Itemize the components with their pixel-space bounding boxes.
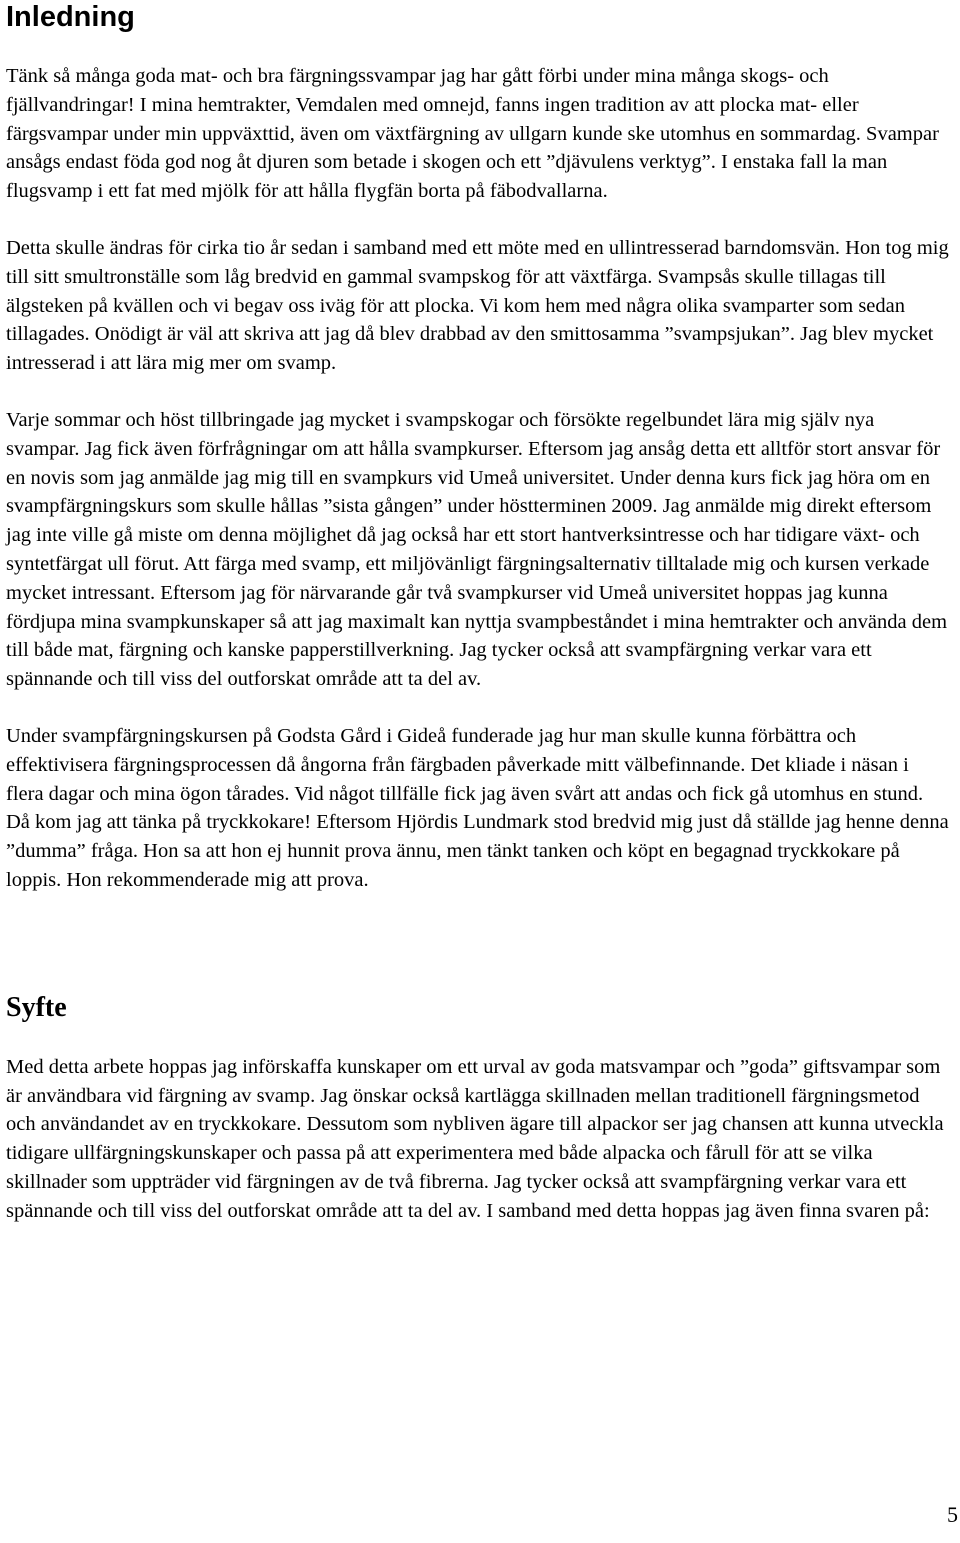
page-number: 5: [947, 1502, 958, 1527]
section-title-inledning: Inledning: [6, 1, 135, 33]
paragraph: Med detta arbete hoppas jag införskaffa kunskaper om ett urval av goda matsvampar och ”goda” giftsvampar som är användbara vid färgning av svamp. Jag önskar också kartlägga skillnaden mellan traditionell färgningsmetod och användandet av en tryckkokare. Dessutom som nybliven ägare till alpackor ser jag chansen att kunna utveckla tidigare ullfärgningskunskaper och passa på att experimentera med både alpacka och fårull för att se vilka skillnader som uppträder vid färgningen av de två fibrerna. Jag tycker också att svampfärgning verkar vara ett spännande och till viss del outforskat område att ta del av. I samband med detta hoppas jag även finna svaren på:: [6, 1055, 944, 1222]
section-title-syfte: Syfte: [6, 991, 67, 1023]
paragraph: Tänk så många goda mat- och bra färgningssvampar jag har gått förbi under mina många skogs- och fjällvandringar! I mina hemtrakter, Vemdalen med omnejd, fanns ingen tradition av att plocka mat- eller färgsvampar under min uppväxttid, även om växtfärgning av ullgarn kunde ske utomhus en sommardag. Svampar ansågs endast föda god nog åt djuren som betade i skogen och ett ”djävulens verktyg”. I enstaka fall la man flugsvamp i ett fat med mjölk för att hålla flygfän borta på fäbodvallarna.: [6, 65, 939, 203]
paragraph: Detta skulle ändras för cirka tio år sedan i samband med ett möte med en ullintresserad barndomsvän. Hon tog mig till sitt smultronställe som låg bredvid en gammal svampskog för att växtfärga. Svampsås skulle tillagas till älgsteken på kvällen och vi begav oss iväg för att plocka. Vi kom hem med några olika svamparter som sedan tillagades. Onödigt är väl att skriva att jag då blev drabbad av den smittosamma ”svampsjukan”. Jag blev mycket intresserad i att lära mig mer om svamp.: [6, 236, 949, 375]
paragraph: Varje sommar och höst tillbringade jag mycket i svampskogar och försökte regelbundet lära mig själv nya svampar. Jag fick även förfrågningar om att hålla svampkurser. Eftersom jag ansåg detta ett alltför stort ansvar för en novis som jag anmälde jag mig till en svampkurs vid Umeå universitet. Under denna kurs fick jag höra om en svampfärgningskurs som skulle hållas ”sista gången” under höstterminen 2009. Jag anmälde mig direkt eftersom jag inte ville gå miste om denna möjlighet då jag också har ett stort hantverksintresse och har tidigare växt- och syntetfärgat ull förut. Att färga med svamp, ett miljövänligt färgningsalternativ tilltalade mig och kursen verkade mycket intressant. Eftersom jag för närvarande går två svampkurser vid Umeå universitet hoppas jag kunna fördjupa mina svampkunskaper så att jag maximalt kan nyttja svampbeståndet i mina hemtrakter och använda dem till både mat, färgning och kanske papperstillverkning. Jag tycker också att svampfärgning verkar vara ett spännande och till viss del outforskat område att ta del av.: [6, 408, 948, 691]
document-page: [6, 0, 950, 1226]
paragraph: Under svampfärgningskursen på Godsta Gård i Gideå funderade jag hur man skulle kunna förbättra och effektivisera färgningsprocessen då ångorna från färgbaden påverkade mitt välbefinnande. Det kliade i näsan i flera dagar och mina ögon tårades. Vid något tillfälle fick jag även svårt att andas och fick gå utomhus en stund. Då kom jag att tänka på tryckkokare! Eftersom Hjördis Lundmark stod bredvid mig just då ställde jag henne denna ”dumma” fråga. Hon sa att hon ej hunnit prova ännu, men tänkt tanken och köpt en begagnad tryckkokare på loppis. Hon rekommenderade mig att prova.: [6, 724, 949, 891]
